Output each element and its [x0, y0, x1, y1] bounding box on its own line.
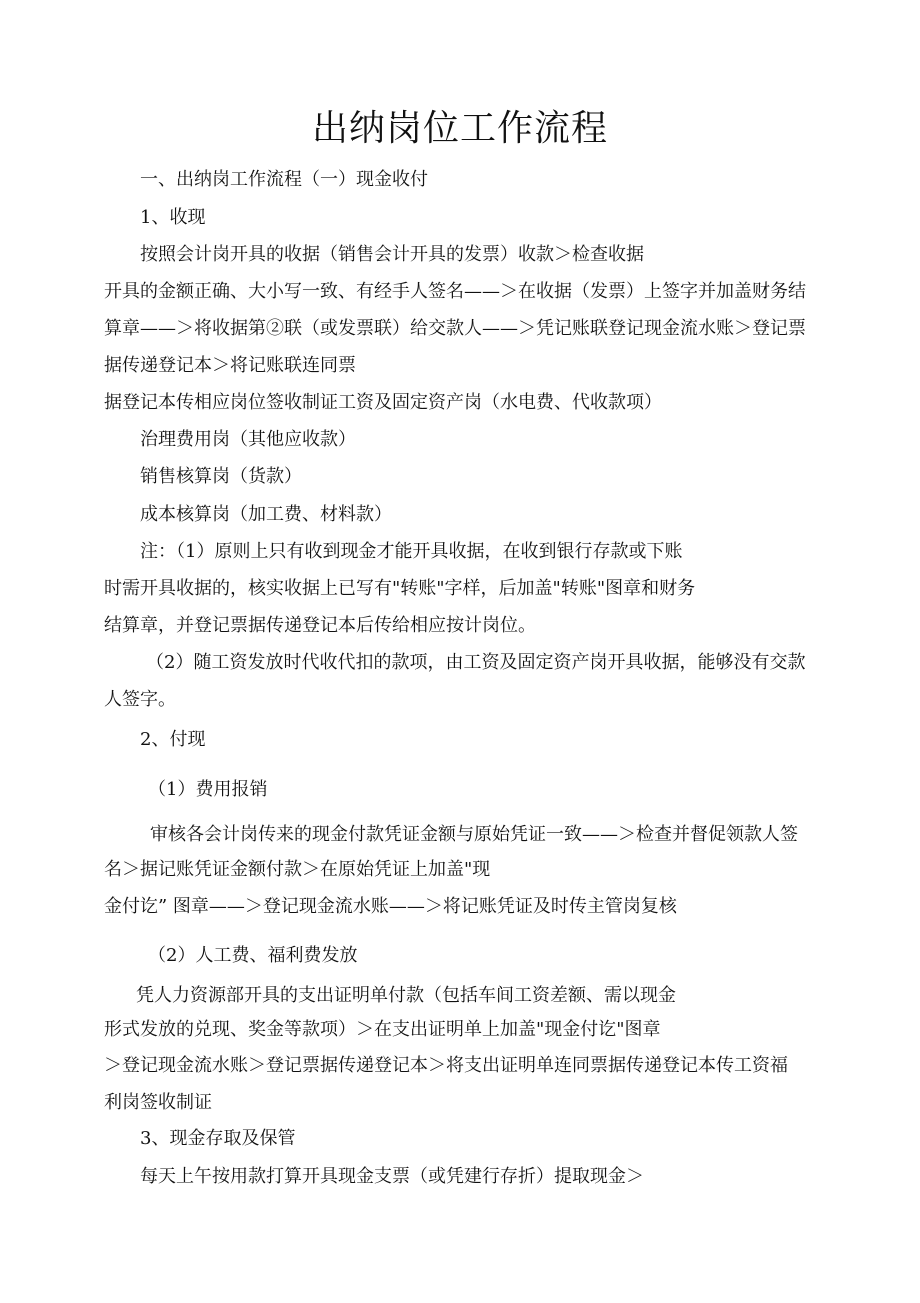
paragraph-line: 金付讫” 图章——＞登记现金流水账——＞将记账凭证及时传主管岗复核: [104, 896, 677, 917]
note-line: 时需开具收据的，核实收据上已写有"转账"字样，后加盖"转账"图章和财务: [104, 578, 696, 599]
item-heading: （2）人工费、福利费发放: [148, 945, 358, 966]
item-heading: （1）费用报销: [148, 779, 268, 800]
note-line: 结算章，并登记票据传递登记本后传给相应按计岗位。: [104, 615, 536, 636]
paragraph-line: 审核各会计岗传来的现金付款凭证金额与原始凭证一致——＞检查并督促领款人签: [150, 824, 798, 845]
subsection-heading: 2、付现: [140, 729, 206, 750]
paragraph-line: 形式发放的兑现、奖金等款项）＞在支出证明单上加盖"现金付讫"图章: [104, 1019, 661, 1040]
paragraph-line: 名＞据记账凭证金额付款＞在原始凭证上加盖"现: [104, 859, 491, 880]
paragraph-line: 利岗签收制证: [104, 1092, 212, 1113]
subsection-heading: 3、现金存取及保管: [140, 1128, 296, 1149]
paragraph-line: 算章——＞将收据第②联（或发票联）给交款人——＞凭记账联登记现金流水账＞登记票: [104, 318, 806, 339]
subsection-heading: 1、收现: [140, 207, 206, 228]
paragraph-line: 据传递登记本＞将记账联连同票: [104, 355, 356, 376]
paragraph-line: 成本核算岗（加工费、材料款）: [140, 504, 392, 525]
paragraph-line: 凭人力资源部开具的支出证明单付款（包括车间工资差额、需以现金: [136, 985, 676, 1006]
paragraph-line: ＞登记现金流水账＞登记票据传递登记本＞将支出证明单连同票据传递登记本传工资福: [104, 1055, 788, 1076]
paragraph-line: 每天上午按用款打算开具现金支票（或凭建行存折）提取现金＞: [140, 1166, 644, 1187]
paragraph-line: 据登记本传相应岗位签收制证工资及固定资产岗（水电费、代收款项）: [104, 392, 662, 413]
note-line: 人签字。: [104, 689, 176, 710]
section-heading: 一、出纳岗工作流程（一）现金收付: [140, 169, 428, 190]
paragraph-line: 销售核算岗（货款）: [140, 466, 302, 487]
paragraph-line: 按照会计岗开具的收据（销售会计开具的发票）收款＞检查收据: [140, 244, 644, 265]
paragraph-line: 开具的金额正确、大小写一致、有经手人签名——＞在收据（发票）上签字并加盖财务结: [104, 281, 806, 302]
note-line: （2）随工资发放时代收代扣的款项，由工资及固定资产岗开具收据，能够没有交款: [146, 652, 806, 673]
paragraph-line: 治理费用岗（其他应收款）: [140, 429, 356, 450]
note-line: 注：（1）原则上只有收到现金才能开具收据，在收到银行存款或下账: [140, 541, 683, 562]
document-title: 出纳岗位工作流程: [311, 108, 608, 149]
